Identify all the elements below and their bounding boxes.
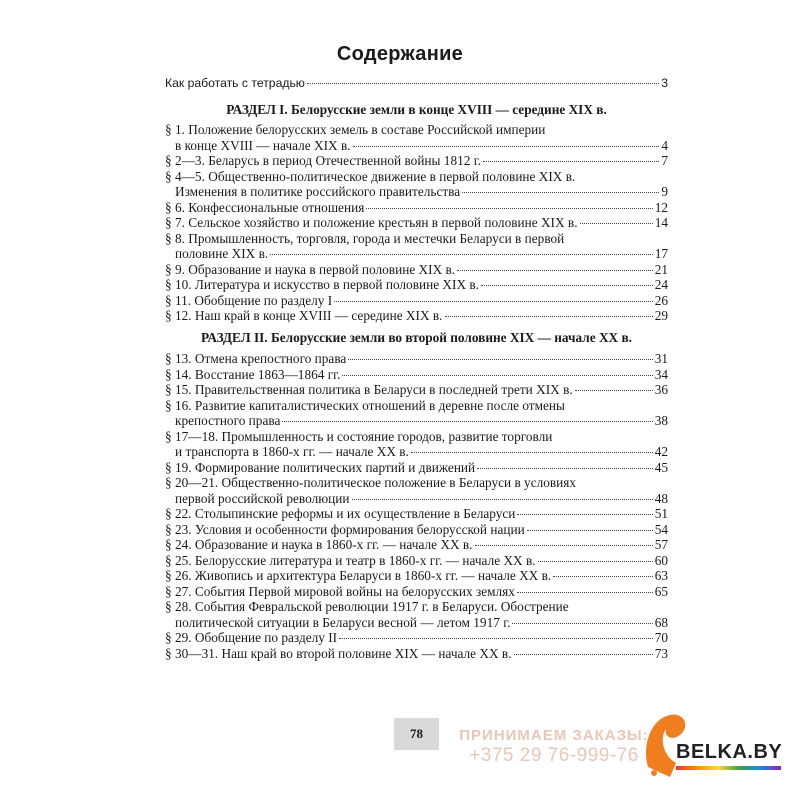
- toc-entry-title: § 12. Наш край в конце XVIII — середине XIX в.: [165, 308, 443, 323]
- toc-entry-title: § 4—5. Общественно-политическое движение в первой половине XIX в.: [165, 168, 576, 184]
- logo-text: BELKA.BY: [676, 741, 783, 763]
- toc-entry-title: § 24. Образование и наука в 1860-х гг. — начале XX в.: [165, 537, 473, 552]
- toc-page-number: 9: [661, 184, 668, 199]
- toc-entry-title: § 26. Живопись и архитектура Беларуси в 1860-х гг. — начале XX в.: [165, 568, 552, 583]
- toc-entry[interactable]: [165, 460, 668, 476]
- toc-page-number: 63: [654, 568, 668, 583]
- toc-entry[interactable]: [165, 382, 668, 398]
- toc-page-number: 12: [654, 199, 668, 215]
- toc-entry-title: § 29. Обобщение по разделу II: [165, 630, 338, 645]
- toc-entry[interactable]: [165, 429, 668, 460]
- dot-leader: [270, 254, 653, 255]
- dot-leader: [342, 375, 652, 376]
- toc-entry[interactable]: [165, 277, 668, 293]
- dot-leader: [339, 638, 653, 639]
- toc-entry-title: первой российской революции: [175, 490, 350, 506]
- dot-leader: [481, 285, 653, 286]
- toc-entry[interactable]: [165, 200, 668, 216]
- toc-entry[interactable]: [165, 568, 668, 584]
- toc-entry-title: § 13. Отмена крепостного права: [165, 351, 347, 366]
- toc-entry-title: § 23. Условия и особенности формирования белорусской нации: [165, 521, 525, 537]
- toc-entry-title: § 1. Положение белорусских земель в составе Российской империи: [165, 122, 546, 137]
- dot-leader: [348, 359, 652, 360]
- toc-entry-title: § 6. Конфессиональные отношения: [165, 199, 365, 215]
- toc-entry-title: крепостного права: [175, 413, 281, 428]
- toc-entry[interactable]: [165, 537, 668, 553]
- toc-page-number: 4: [661, 137, 668, 153]
- dot-leader: [334, 301, 653, 302]
- toc-entry[interactable]: [165, 584, 668, 600]
- page-number-badge: 78: [394, 718, 439, 750]
- watermark-phone: +375 29 76-999-76: [469, 745, 639, 766]
- section-1-entries: [165, 122, 668, 324]
- toc-entry-title: § 14. Восстание 1863—1864 гг.: [165, 366, 341, 382]
- dot-leader: [575, 390, 653, 391]
- logo-rainbow-stripe: [676, 766, 781, 770]
- toc-entry[interactable]: [165, 308, 668, 324]
- dot-leader: [527, 530, 653, 531]
- toc-page-number: 17: [654, 246, 668, 261]
- dot-leader: [483, 161, 659, 162]
- dot-leader: [462, 192, 659, 193]
- dot-leader: [553, 576, 652, 577]
- section-1-heading: РАЗДЕЛ I. Белорусские земли в конце XVIII — середине XIX в.: [226, 101, 607, 117]
- toc-entry-title: § 19. Формирование политических партий и движений: [165, 459, 476, 475]
- toc-page-number: 54: [654, 521, 668, 537]
- toc-entry[interactable]: [165, 646, 668, 662]
- toc-page-number: 42: [654, 444, 668, 459]
- toc-page-number: 24: [654, 277, 668, 292]
- toc-entry-title: § 28. События Февральской революции 1917 г. в Беларуси. Обострение: [165, 599, 569, 614]
- toc-entry[interactable]: [165, 522, 668, 538]
- toc-entry-title: § 27. События Первой мировой войны на белорусских землях: [165, 583, 515, 599]
- toc-page-number: 34: [654, 366, 668, 382]
- table-of-contents: [165, 76, 668, 661]
- toc-entry-title: § 9. Образование и наука в первой половине XIX в.: [165, 261, 456, 277]
- dot-leader: [457, 270, 653, 271]
- toc-entry-title: § 22. Столыпинские реформы и их осуществление в Беларуси: [165, 506, 516, 521]
- toc-entry-title: и транспорта в 1860-х гг. — начале XX в.: [175, 444, 409, 459]
- toc-entry-title: § 7. Сельское хозяйство и положение крестьян в первой половине XIX в.: [165, 215, 578, 230]
- toc-page-number: 29: [654, 308, 668, 323]
- toc-entry-title: политической ситуации в Беларуси весной — летом 1917 г.: [175, 614, 511, 630]
- dot-leader: [514, 654, 653, 655]
- toc-entry-title: § 20—21. Общественно-политическое положение в Беларуси в условиях: [165, 475, 577, 490]
- toc-entry-title: § 15. Правительственная политика в Беларуси в последней трети XIX в.: [165, 382, 573, 397]
- toc-entry-title: § 8. Промышленность, торговля, города и местечки Беларуси в первой: [165, 230, 565, 246]
- dot-leader: [352, 499, 653, 500]
- toc-entry-title: Изменения в политике российского правительства: [175, 184, 461, 199]
- toc-entry[interactable]: [165, 351, 668, 367]
- toc-entry[interactable]: [165, 506, 668, 522]
- toc-entry[interactable]: [165, 367, 668, 383]
- dot-leader: [282, 421, 652, 422]
- toc-entry-title: в конце XVIII — начале XIX в.: [175, 137, 351, 153]
- toc-entry-title: половине XIX в.: [175, 246, 269, 261]
- section-2-heading: РАЗДЕЛ II. Белорусские земли во второй половине XIX — начале XX в.: [200, 329, 632, 345]
- toc-entry[interactable]: [165, 169, 668, 200]
- toc-entry-title: § 2—3. Беларусь в период Отечественной войны 1812 г.: [165, 153, 482, 168]
- dot-leader: [538, 561, 653, 562]
- toc-page-number: 26: [654, 292, 668, 308]
- toc-page-number: 73: [654, 645, 668, 661]
- toc-page-number: 60: [654, 552, 668, 568]
- dot-leader: [475, 545, 653, 546]
- toc-entry[interactable]: [165, 553, 668, 569]
- section-2-entries: [165, 351, 668, 661]
- toc-page-number: 36: [654, 382, 668, 397]
- toc-entry-title: § 16. Развитие капиталистических отношений в деревне после отмены: [165, 397, 565, 413]
- toc-page-number: 57: [654, 537, 668, 552]
- page-title: Содержание: [336, 43, 464, 65]
- toc-page-number: 70: [654, 630, 668, 645]
- dot-leader: [517, 514, 652, 515]
- dot-leader: [512, 623, 652, 624]
- toc-entry-title: § 17—18. Промышленность и состояние городов, развитие торговли: [165, 428, 553, 444]
- toc-entry-title: Как работать с тетрадью: [165, 76, 305, 90]
- toc-page-number: 65: [654, 583, 668, 599]
- toc-entry[interactable]: [165, 398, 668, 429]
- watermark: [454, 727, 654, 767]
- toc-entry[interactable]: [165, 475, 668, 506]
- toc-entry[interactable]: [165, 231, 668, 262]
- dot-leader: [580, 223, 653, 224]
- toc-page-number: 14: [654, 215, 668, 230]
- toc-page-number: 21: [654, 261, 668, 277]
- dot-leader: [353, 146, 660, 147]
- dot-leader: [445, 316, 653, 317]
- toc-page-number: 68: [654, 614, 668, 630]
- toc-entry-title: § 10. Литература и искусство в первой половине XIX в.: [165, 277, 479, 292]
- toc-entry-title: § 30—31. Наш край во второй половине XIX — начале XX в.: [165, 645, 512, 661]
- toc-entry[interactable]: [165, 153, 668, 169]
- toc-page-number: 31: [654, 351, 668, 366]
- toc-page-number: 7: [661, 153, 668, 168]
- dot-leader: [411, 452, 653, 453]
- dot-leader: [477, 468, 653, 469]
- toc-page-number: 45: [654, 459, 668, 475]
- toc-entry[interactable]: [165, 599, 668, 630]
- toc-page-number: 38: [654, 413, 668, 428]
- toc-page-number: 51: [654, 506, 668, 521]
- toc-page-number: 3: [661, 76, 668, 90]
- watermark-line-1: ПРИНИМАЕМ ЗАКАЗЫ:: [459, 727, 649, 744]
- toc-entry-intro[interactable]: [165, 76, 668, 92]
- toc-entry[interactable]: [165, 122, 668, 153]
- toc-entry-title: § 25. Белорусские литература и театр в 1860-х гг. — начале XX в.: [165, 552, 536, 568]
- toc-entry[interactable]: [165, 262, 668, 278]
- dot-leader: [366, 208, 652, 209]
- dot-leader: [307, 83, 659, 84]
- toc-entry[interactable]: [165, 293, 668, 309]
- toc-entry[interactable]: [165, 630, 668, 646]
- toc-page-number: 48: [654, 490, 668, 506]
- dot-leader: [517, 592, 653, 593]
- toc-entry[interactable]: [165, 215, 668, 231]
- toc-entry-title: § 11. Обобщение по разделу I: [165, 292, 333, 308]
